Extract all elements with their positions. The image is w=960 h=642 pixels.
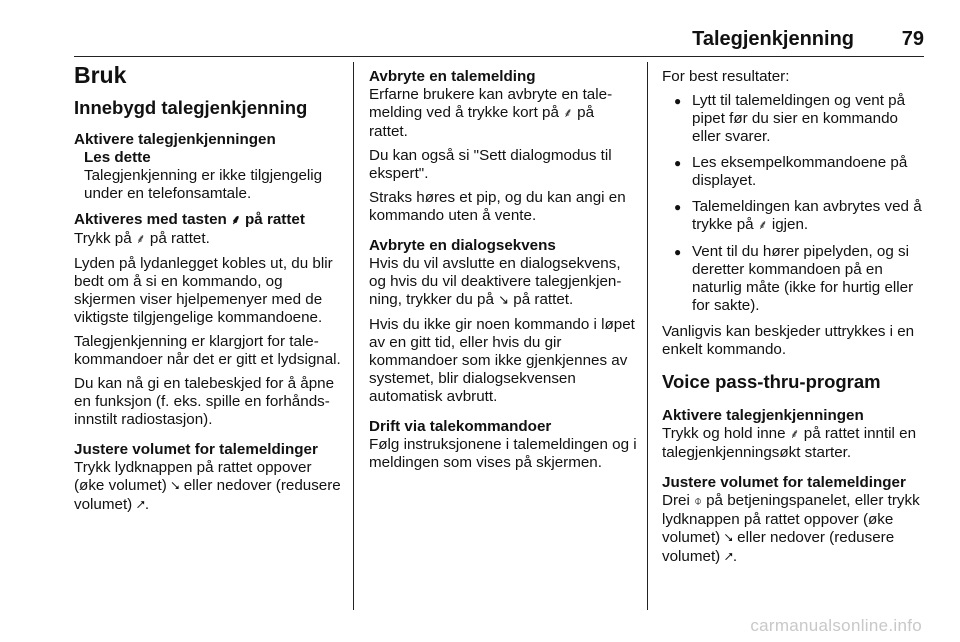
heading-button-activation: Aktiveres med tasten ⸙ på rattet <box>74 211 305 228</box>
voice-icon: ⸙ <box>563 106 573 121</box>
note-title: Les dette <box>84 149 151 166</box>
subsection-heading-passthru: Voice pass-thru-program <box>662 371 881 392</box>
note-box <box>74 149 342 203</box>
paragraph-audio-muted: Lyden på lydanlegget kobles ut, du blir bedt om å si en kommando, og skjermen viser hjelpemenyer med de viktigste tilgjengelige kommandoene. <box>74 255 333 326</box>
paragraph-press: Trykk på ⸙ på rattet. <box>74 230 210 247</box>
voice-icon: ⸙ <box>231 213 241 228</box>
watermark: carmanualsonline.info <box>750 616 922 635</box>
column-divider-left <box>353 62 354 610</box>
volume-up-icon: ⭨ <box>724 531 733 546</box>
heading-operation: Drift via talekommandoer <box>369 418 552 435</box>
heading-activate: Aktivere talegjenkjenningen <box>74 131 276 148</box>
column-divider-right <box>647 62 648 610</box>
paragraph-volume: Trykk lydknappen på rattet oppover (øke volumet) ⭨ eller nedover (redusere volumet) ⭧. <box>74 459 341 513</box>
note-body: Talegjenkjenning er ikke tilgjengelig under en telefonsamtale. <box>84 167 323 202</box>
voice-icon: ⸙ <box>135 232 146 247</box>
header-rule <box>74 56 924 57</box>
page-title: Talegjenkjenning <box>692 28 854 50</box>
list-item: ● Les eksempelkommandoene på displayet. <box>662 154 928 190</box>
paragraph-abort-message: Erfarne brukere kan avbryte en talemelding ved å trykke kort på ⸙ på rattet. <box>369 86 613 140</box>
list-item: ● Vent til du hører pipelyden, og si deretter kommandoen på en naturlig måte (ikke for hurtig eller for sakte). <box>662 243 928 315</box>
subsection-heading-builtin: Innebygd talegjenkjenning <box>74 97 308 118</box>
heading-abort-dialog: Avbryte en dialogsekvens <box>369 237 556 254</box>
page-header <box>0 28 960 54</box>
column-left <box>74 62 342 521</box>
volume-down-icon: ⭧ <box>724 550 733 565</box>
paragraph-hold: Trykk og hold inne ⸙ på rattet inntil en talegjenkjenningsøkt starter. <box>662 425 917 461</box>
heading-abort-message: Avbryte en talemelding <box>369 68 536 85</box>
paragraph-give-command: Du kan nå gi en talebeskjed for å åpne en funksjon (f. eks. spille en forhåndsinnstilt radiostasjon). <box>74 375 335 428</box>
paragraph-beep: Straks høres et pip, og du kan angi en kommando uten å vente. <box>369 189 626 224</box>
list-item: ● Talemeldingen kan avbrytes ved å trykke på ⸙ igjen. <box>662 198 928 235</box>
paragraph-ready: Talegjenkjenning er klargjort for talekommandoer når det er gitt et lydsignal. <box>74 333 341 368</box>
voice-icon: ⸙ <box>757 218 768 233</box>
heading-volume-passthru: Justere volumet for talemeldinger <box>662 474 906 491</box>
page-number: 79 <box>901 28 924 50</box>
column-middle <box>369 68 637 478</box>
volume-down-icon: ⭧ <box>136 498 145 513</box>
heading-activate-passthru: Aktivere talegjenkjenningen <box>662 407 864 424</box>
list-item: ● Lytt til talemeldingen og vent på pipet før du sier en kommando eller svarer. <box>662 92 928 146</box>
voice-icon: ⸙ <box>789 427 800 442</box>
paragraph-single-command: Vanligvis kan beskjeder uttrykkes i en enkelt kommando. <box>662 323 915 358</box>
volume-up-icon: ⭨ <box>171 479 180 494</box>
paragraph-operation: Følg instruksjonene i talemeldingen og i meldingen som vises på skjermen. <box>369 436 637 471</box>
column-right <box>662 68 928 573</box>
tips-list <box>662 92 928 315</box>
heading-volume: Justere volumet for talemeldinger <box>74 441 318 458</box>
paragraph-best-results: For best resultater: <box>662 68 790 85</box>
paragraph-turn-knob: Drei ⌽ på betjeningspanelet, eller trykk lydknappen på rattet oppover (øke volumet) ⭨ eller nedover (redusere volumet) ⭧. <box>662 492 920 565</box>
paragraph-timeout: Hvis du ikke gir noen kommando i løpet av en gitt tid, eller hvis du gir kommandoer som ikke gjenkjennes av systemet, blir dialogsekvensen automatisk avbrutt. <box>369 316 635 405</box>
paragraph-expert: Du kan også si "Sett dialogmodus til ekspert". <box>369 147 612 182</box>
power-knob-icon: ⌽ <box>694 494 702 509</box>
section-heading-bruk: Bruk <box>74 62 127 88</box>
phone-hangup-icon: ↘ <box>498 293 510 308</box>
paragraph-abort-dialog: Hvis du vil avslutte en dialogsekvens, og hvis du vil deaktivere talegjenkjenning, trykker du på ↘ på rattet. <box>369 255 622 308</box>
